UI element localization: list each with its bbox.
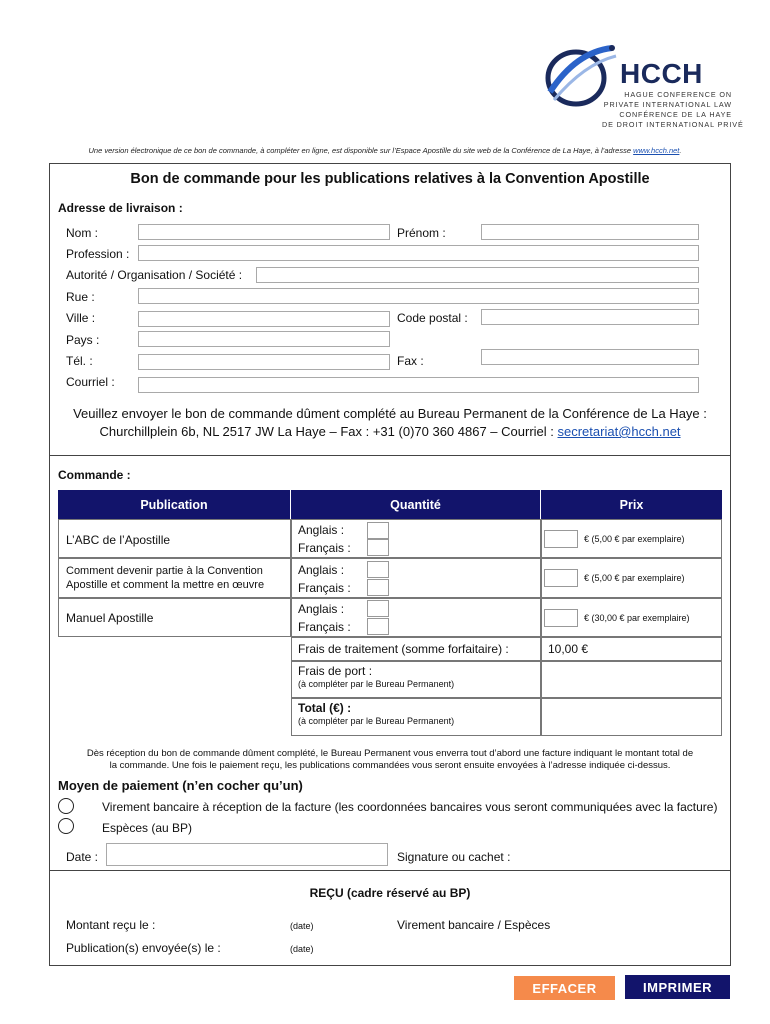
row2-price-input[interactable] [544, 569, 578, 587]
prenom-input[interactable] [481, 224, 699, 240]
shipping-value-cell [541, 661, 722, 698]
col-publication: Publication [58, 490, 291, 519]
total-label: Total (€) : [298, 701, 352, 715]
print-button[interactable]: IMPRIMER [625, 975, 730, 999]
nom-input[interactable] [138, 224, 390, 240]
total-note: (à compléter par le Bureau Permanent) [298, 716, 455, 726]
logo-brand: HCCH [620, 58, 703, 89]
tel-label: Tél. : [66, 354, 93, 368]
intro-text [0, 146, 770, 155]
fees-label: Frais de traitement (somme forfaitaire) : [298, 642, 509, 656]
intro-sentence: Une version électronique de ce bon de commande, à compléter en ligne, est disponible sur l’Espace Apostille du site web de la Conférence de La Haye, à l’adresse [88, 146, 634, 155]
row2-price: € (5,00 € par exemplaire) [584, 573, 685, 583]
row1-price-input[interactable] [544, 530, 578, 548]
shipping-note: (à compléter par le Bureau Permanent) [298, 679, 455, 689]
profession-input[interactable] [138, 245, 699, 261]
logo-line-2: PRIVATE INTERNATIONAL LAW [603, 100, 732, 109]
row2-publication: Comment devenir partie à la Convention Apostille et comment la mettre en œuvre [66, 565, 265, 591]
intro-link[interactable]: www.hcch.net [633, 146, 680, 155]
row2-qty-anglais[interactable] [367, 561, 389, 578]
col-quantite: Quantité [291, 490, 541, 519]
courriel-input[interactable] [138, 377, 699, 393]
fees-value: 10,00 € [548, 642, 589, 656]
row1-qty-anglais[interactable] [367, 522, 389, 539]
divider-receipt [49, 870, 731, 871]
row2-qty-francais[interactable] [367, 579, 389, 596]
row2-lang2: Français : [298, 581, 351, 595]
hcch-logo [540, 40, 744, 135]
payment-heading: Moyen de paiement (n’en cocher qu’un) [58, 778, 303, 793]
row3-qty-anglais[interactable] [367, 600, 389, 617]
ville-input[interactable] [138, 311, 390, 327]
order-table [58, 490, 722, 736]
row1-publication: L’ABC de l’Apostille [66, 533, 171, 547]
rue-input[interactable] [138, 288, 699, 304]
amount-date: (date) [290, 921, 314, 931]
row3-price: € (30,00 € par exemplaire) [584, 613, 690, 623]
profession-label: Profession : [66, 247, 130, 261]
clear-button[interactable]: EFFACER [514, 976, 615, 1000]
divider-order [49, 455, 731, 456]
row3-qty-francais[interactable] [367, 618, 389, 635]
code-postal-input[interactable] [481, 309, 699, 325]
sent-label: Publication(s) envoyée(s) le : [66, 941, 221, 955]
sent-date: (date) [290, 944, 314, 954]
order-heading: Commande : [58, 468, 131, 482]
intro-end: . [679, 146, 682, 155]
courriel-label: Courriel : [66, 375, 115, 389]
shipping-label: Frais de port : [298, 664, 373, 678]
receipt-method: Virement bancaire / Espèces [397, 918, 551, 932]
ville-label: Ville : [66, 311, 96, 325]
form-title: Bon de commande pour les publications relatives à la Convention Apostille [130, 171, 650, 187]
amount-received-label: Montant reçu le : [66, 918, 156, 932]
autorite-input[interactable] [256, 267, 699, 283]
row1-lang2: Français : [298, 541, 351, 555]
logo-line-4: DE DROIT INTERNATIONAL PRIVÉ [602, 120, 744, 129]
payment-virement-label: Virement bancaire à réception de la facture (les coordonnées bancaires vous seront communiquées avec la facture) [102, 800, 718, 814]
row3-price-input[interactable] [544, 609, 578, 627]
row2-lang1: Anglais : [298, 563, 345, 577]
tel-input[interactable] [138, 354, 390, 370]
total-value-cell [541, 698, 722, 736]
payment-especes-label: Espèces (au BP) [102, 821, 193, 835]
row1-price: € (5,00 € par exemplaire) [584, 534, 685, 544]
signature-label: Signature ou cachet : [397, 850, 511, 864]
pays-input[interactable] [138, 331, 390, 347]
payment-virement-radio[interactable] [58, 798, 74, 814]
code-postal-label: Code postal : [397, 311, 468, 325]
send-line-1: Veuillez envoyer le bon de commande dûment complété au Bureau Permanent de la Conférence de La Haye : [73, 406, 707, 421]
date-label: Date : [66, 850, 99, 864]
address-heading: Adresse de livraison : [58, 201, 183, 215]
secretariat-email-link[interactable]: secretariat@hcch.net [557, 424, 681, 439]
row1-qty-francais[interactable] [367, 539, 389, 556]
fax-label: Fax : [397, 354, 424, 368]
pays-label: Pays : [66, 333, 100, 347]
notice-line-2: la commande. Une fois le paiement reçu, les publications commandées vous seront ensuite envoyées à l’adresse indiquée ci-dessus. [109, 760, 671, 771]
nom-label: Nom : [66, 226, 99, 240]
row3-lang2: Français : [298, 620, 351, 634]
send-address: Churchillplein 6b, NL 2517 JW La Haye – Fax : +31 (0)70 360 4867 – Courriel : [99, 424, 558, 439]
logo-line-1: HAGUE CONFERENCE ON [624, 90, 732, 99]
date-input[interactable] [106, 843, 388, 866]
col-prix: Prix [541, 490, 722, 519]
prenom-label: Prénom : [397, 226, 446, 240]
payment-especes-radio[interactable] [58, 818, 74, 834]
row3-lang1: Anglais : [298, 602, 345, 616]
notice-line-1: Dès réception du bon de commande dûment complété, le Bureau Permanent vous enverra tout d’abord une facture indiquant le montant total de [86, 748, 694, 759]
receipt-heading: REÇU (cadre réservé au BP) [309, 886, 471, 900]
logo-line-3: CONFÉRENCE DE LA HAYE [619, 110, 732, 119]
row3-publication: Manuel Apostille [66, 611, 154, 625]
row1-lang1: Anglais : [298, 523, 345, 537]
send-line-2 [49, 424, 731, 439]
fax-input[interactable] [481, 349, 699, 365]
rue-label: Rue : [66, 290, 95, 304]
autorite-label: Autorité / Organisation / Société : [66, 268, 243, 282]
